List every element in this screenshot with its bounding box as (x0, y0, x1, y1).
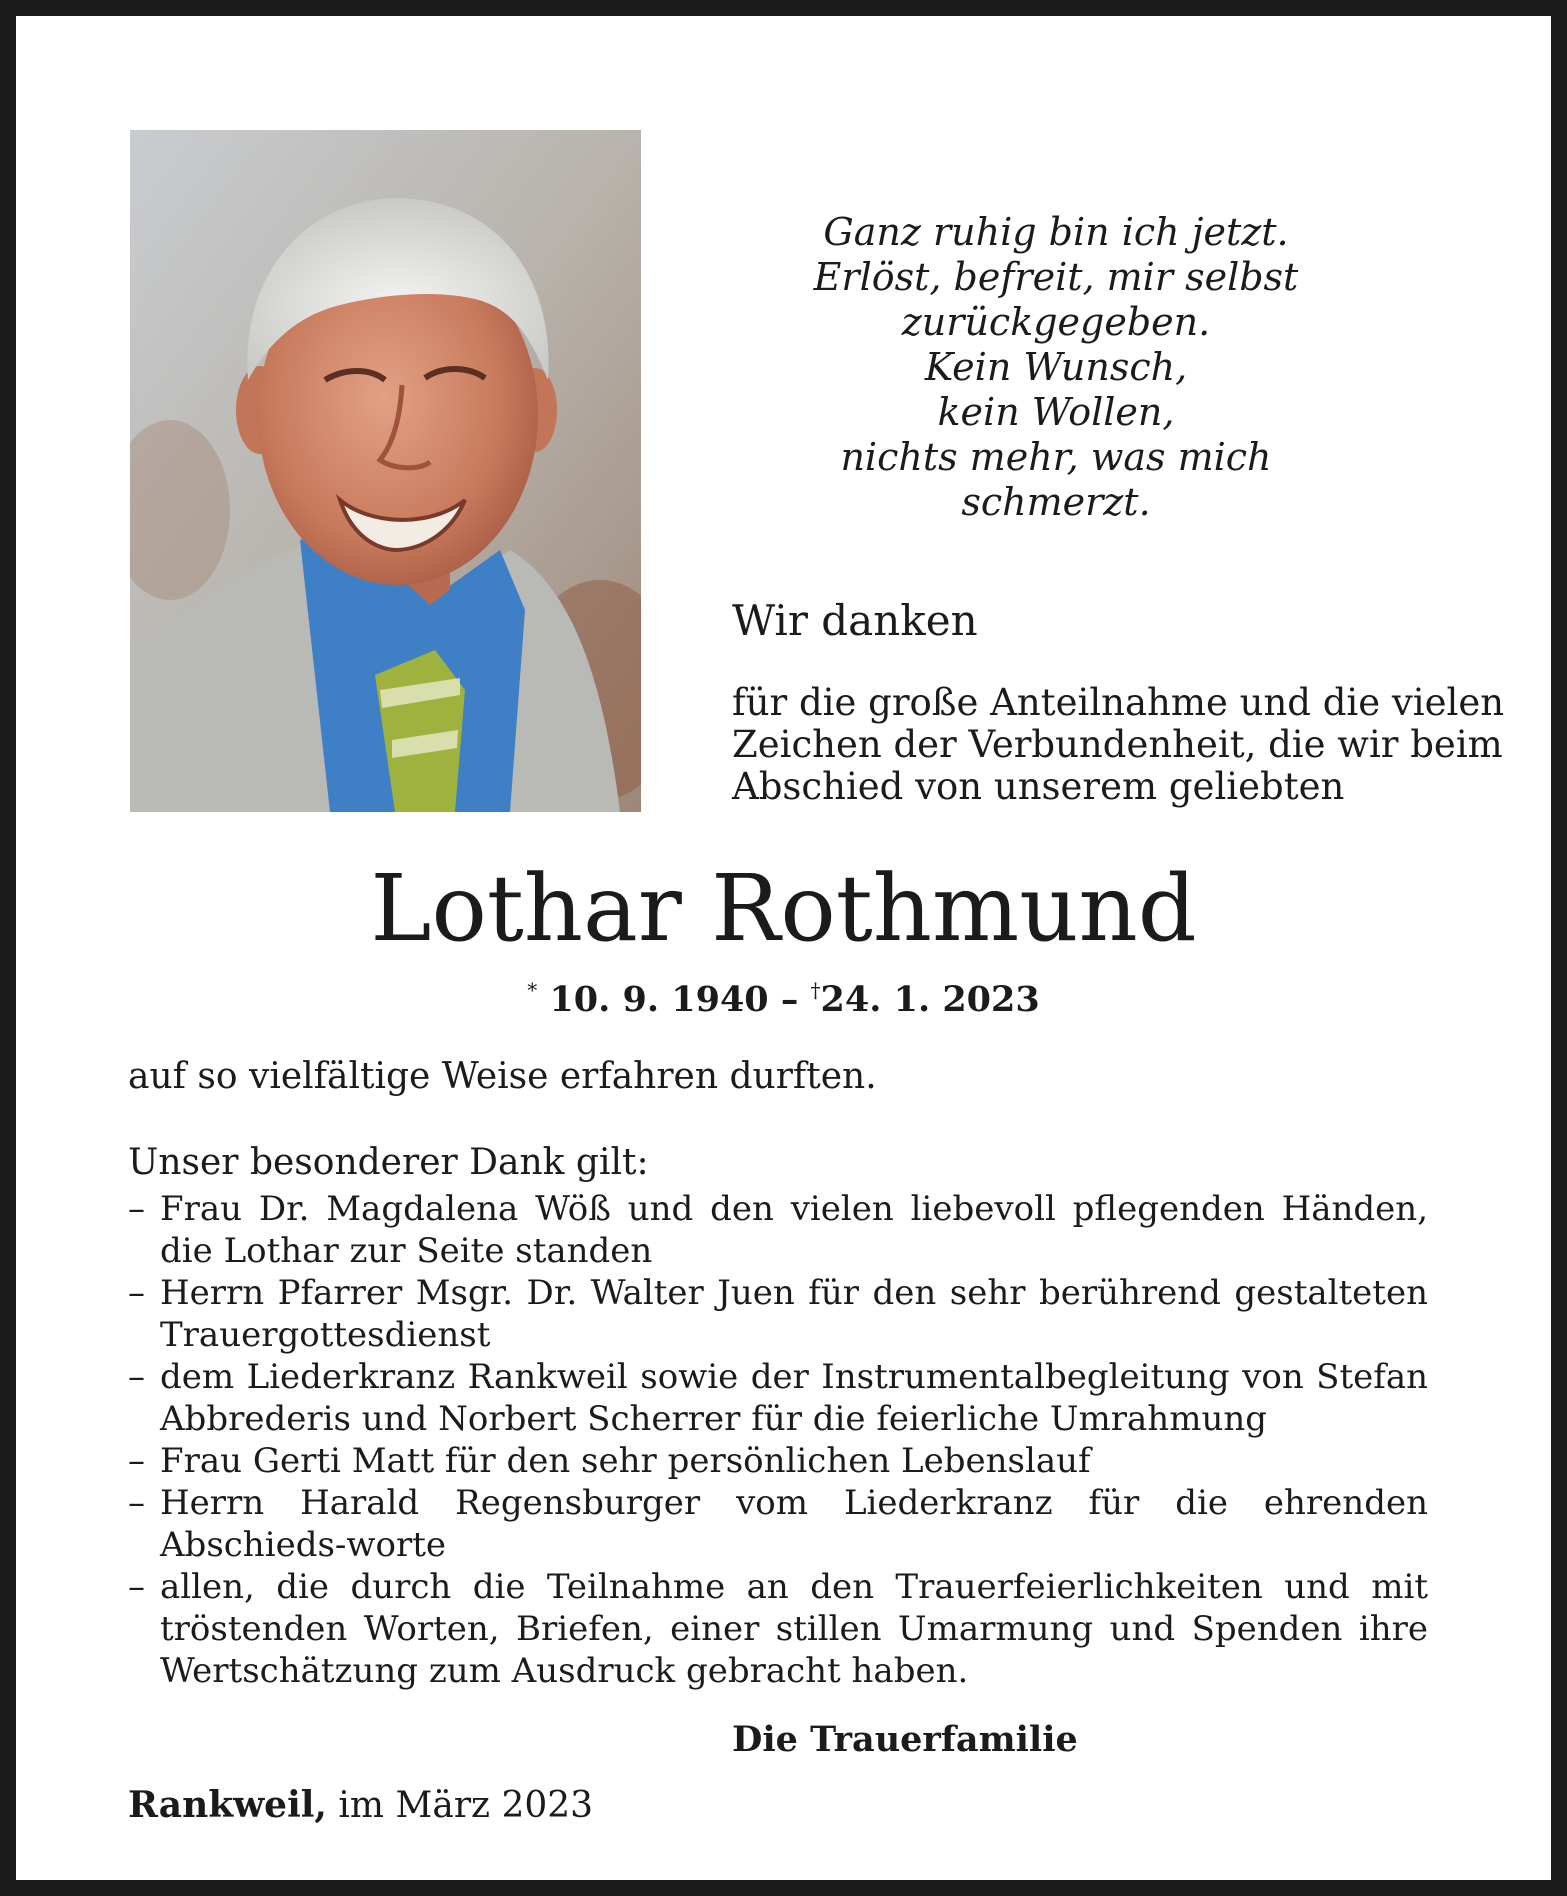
list-item-text: allen, die durch die Teilnahme an den Trauerfeierlichkeiten und mit tröstenden Worten, Briefen, einer stillen Umarmung und Spenden ihre Wertschätzung zum Ausdruck gebracht haben. (160, 1567, 1428, 1691)
thanks-list (128, 1188, 1428, 1692)
bullet-dash: – (128, 1483, 145, 1523)
bullet-dash: – (128, 1357, 145, 1397)
poem-line: zurückgegeben. (901, 300, 1211, 344)
list-item-text: Herrn Harald Regensburger vom Liederkranz für die ehrenden Abschieds-worte (160, 1483, 1428, 1565)
birth-symbol: * (527, 978, 538, 1002)
obituary-card (16, 16, 1551, 1880)
list-item (128, 1566, 1428, 1692)
poem-line: Ganz ruhig bin ich jetzt. (823, 210, 1289, 254)
list-item (128, 1440, 1428, 1482)
signature: Die Trauerfamilie (732, 1719, 1078, 1760)
thanks-intro-line: Zeichen der Verbundenheit, die wir beim (732, 723, 1503, 766)
list-item-text: Frau Dr. Magdalena Wöß und den vielen liebevoll pflegenden Händen, die Lothar zur Seite standen (160, 1189, 1428, 1271)
date-separator: – (780, 979, 799, 1020)
thanks-intro-line: für die große Anteilnahme und die vielen (732, 681, 1505, 724)
birth-date: 10. 9. 1940 (549, 979, 769, 1020)
place-name: Rankweil, (128, 1784, 327, 1826)
deceased-name: Lothar Rothmund (370, 855, 1197, 962)
continuation-text: auf so vielfältige Weise erfahren durften. (128, 1056, 877, 1097)
thanks-heading: Wir danken (732, 596, 978, 645)
bullet-dash: – (128, 1273, 145, 1313)
thanks-intro-line: Abschied von unserem geliebten (732, 765, 1345, 808)
poem (796, 210, 1316, 525)
list-item (128, 1482, 1428, 1566)
thanks-intro (732, 682, 1504, 808)
portrait-photo (130, 130, 641, 812)
list-item (128, 1356, 1428, 1440)
place-date (128, 1784, 593, 1826)
death-date: 24. 1. 2023 (820, 979, 1040, 1020)
poem-line: Erlöst, befreit, mir selbst (813, 255, 1299, 299)
death-symbol: † (810, 978, 821, 1002)
poem-line: kein Wollen, (937, 390, 1175, 434)
list-item-text: dem Liederkranz Rankweil sowie der Instrumentalbegleitung von Stefan Abbrederis und Norbert Scherrer für die feierliche Umrahmung (160, 1357, 1428, 1439)
date-text: im März 2023 (338, 1785, 594, 1826)
bullet-dash: – (128, 1567, 145, 1607)
dank-heading: Unser besonderer Dank gilt: (128, 1142, 649, 1183)
poem-line: nichts mehr, was mich (840, 435, 1272, 479)
list-item (128, 1188, 1428, 1272)
list-item (128, 1272, 1428, 1356)
bullet-dash: – (128, 1441, 145, 1481)
list-item-text: Herrn Pfarrer Msgr. Dr. Walter Juen für den sehr berührend gestalteten Trauergottesdienst (160, 1273, 1428, 1355)
poem-line: Kein Wunsch, (924, 345, 1188, 389)
poem-line: schmerzt. (961, 480, 1151, 524)
list-item-text: Frau Gerti Matt für den sehr persönlichen Lebenslauf (160, 1441, 1091, 1481)
life-dates (16, 978, 1551, 1020)
bullet-dash: – (128, 1189, 145, 1229)
